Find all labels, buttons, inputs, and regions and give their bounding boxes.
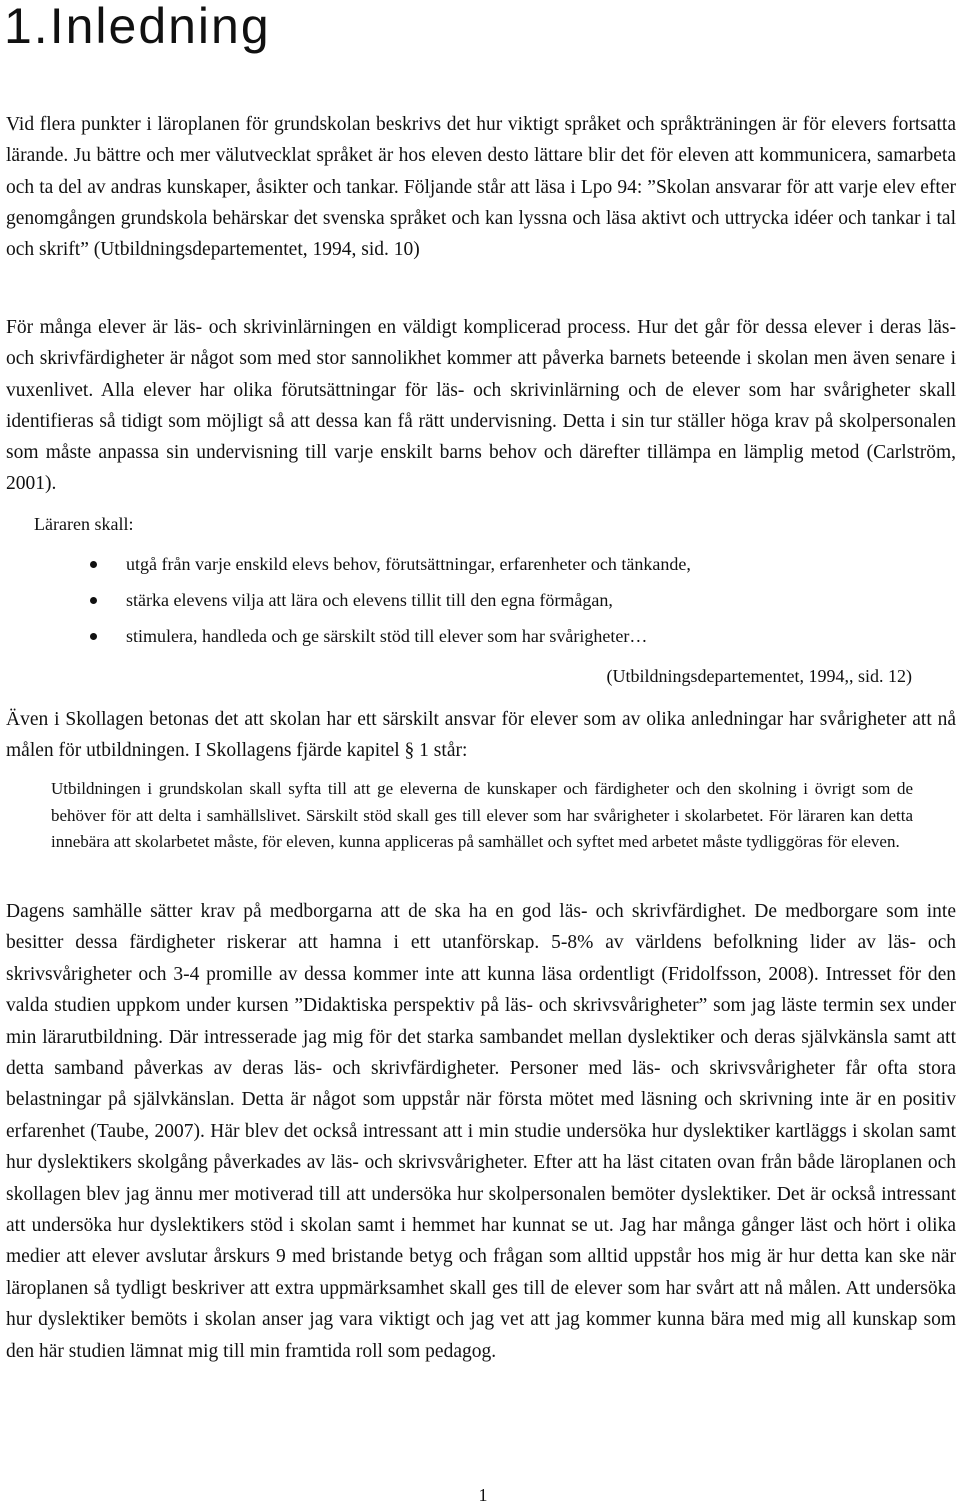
list-item [0,582,960,618]
list-citation: (Utbildningsdepartementet, 1994,, sid. 12) [606,666,912,686]
bullet-icon [90,597,97,604]
list-item [0,618,960,654]
teacher-duties-list [0,546,960,654]
page-number: 1 [478,1485,488,1505]
teacher-label: Läraren skall: [34,514,134,534]
paragraph-reading-writing-process: För många elever är läs- och skrivinlärningen en väldigt komplicerad process. Hur det går för dessa elever i deras läs- och skrivfärdigheter är något som med stor sannolikhet kommer att påverka barnets beteende i skolan men även senare i vuxenlivet. Alla elever har olika förutsättningar för läs- och skrivinlärning och de elever som har svårigheter skall identifieras så tidigt som möjligt så att dessa kan få rätt undervisning. Detta i sin tur ställer höga krav på skolpersonalen som måste anpassa sin undervisning till varje enskilt barns behov och därefter tillämpa en lämplig metod (Carlström, 2001). [6,317,956,495]
school-law-quote: Utbildningen i grundskolan skall syfta till att ge eleverna de kunskaper och färdigheter och den skolning i övrigt som de behöver för att delta i samhällslivet. Särskilt stöd skall ges till elever som har svårigheter i skolarbetet. För läraren kan detta innebära att skolarbetet måste, för eleven, kunna appliceras på samhället och syftet med arbetet måste tydliggöras för eleven. [51,779,913,851]
list-item-text: stimulera, handleda och ge särskilt stöd till elever som har svårigheter… [126,626,648,646]
paragraph-curriculum-intro: Vid flera punkter i läroplanen för grundskolan beskrivs det hur viktigt språket och språkträningen är för elevers fortsatta lärande. Ju bättre och mer välutvecklat språket är hos eleven desto lättare blir det för eleven att kommunicera, samarbeta och ta del av andras kunskaper, åsikter och tankar. Följande står att läsa i Lpo 94: ”Skolan ansvarar för att varje elev efter genomgången grundskola behärskar det svenska språket och kan lyssna och läsa aktivt och uttrycka idéer och tankar i tal och skrift” (Utbildningsdepartementet, 1994, sid. 10) [6,114,956,261]
list-item [0,546,960,582]
list-item-text: stärka elevens vilja att lära och elevens tillit till den egna förmågan, [126,590,613,610]
paragraph-study-motivation: Dagens samhälle sätter krav på medborgarna att de ska ha en god läs- och skrivfärdighet. De medborgare som inte besitter dessa färdigheter riskerar att hamna i ett utanförskap. 5-8% av världens befolkning lider av läs- och skrivsvårigheter och 3-4 promille av dessa kommer inte att kunna läsa ordentligt (Fridolfsson, 2008). Intresset för den valda studien uppkom under kursen ”Didaktiska perspektiv på läs- och skrivsvårigheter” som jag läste termin sex under min lärarutbildning. Där intresserade jag mig för det starka sambandet mellan dyslektiker och deras självkänsla samt att detta samband påverkas av deras läs- och skrivfärdigheter. Personer med läs- och skrivsvårigheter får ofta stora belastningar på självkänslan. Detta är något som uppstår när första mötet med läsning och skrivning inte är en positiv erfarenhet (Taube, 2007). Här blev det också intressant att i min studie undersöka hur dyslektiker kartläggs i skolan samt hur dyslektikers skolgång påverkades av läs- och skrivsvårigheter. Efter att ha läst citaten ovan från både läroplanen och skollagen blev jag ännu mer motiverad till att undersöka hur skolpersonalen bemöter dyslektiker. Det är också intressant att undersöka hur dyslektikers stöd i skolan samt i hemmet har kunnat se ut. Jag har många gånger läst och hört i olika medier att elever avslutar årskurs 9 med bristande betyg och frågan som alltid uppstår hos mig är hur detta kan ske när läroplanen så tydligt beskriver att extra uppmärksamhet skall ges till de elever som har svårt att nå målen. Att undersöka hur dyslektiker bemöts i skolan anser jag vara viktigt och jag vet att jag kommer kunna bära med mig all kunskap som den här studien lämnat mig till min framtida roll som pedagog. [6,901,956,1362]
bullet-icon [90,633,97,640]
list-item-text: utgå från varje enskild elevs behov, förutsättningar, erfarenheter och tänkande, [126,554,691,574]
section-heading: 1.Inledning [4,0,271,54]
bullet-icon [90,561,97,568]
paragraph-school-law: Även i Skollagen betonas det att skolan har ett särskilt ansvar för elever som av olika anledningar har svårigheter att nå målen för utbildningen. I Skollagens fjärde kapitel § 1 står: [6,709,956,762]
